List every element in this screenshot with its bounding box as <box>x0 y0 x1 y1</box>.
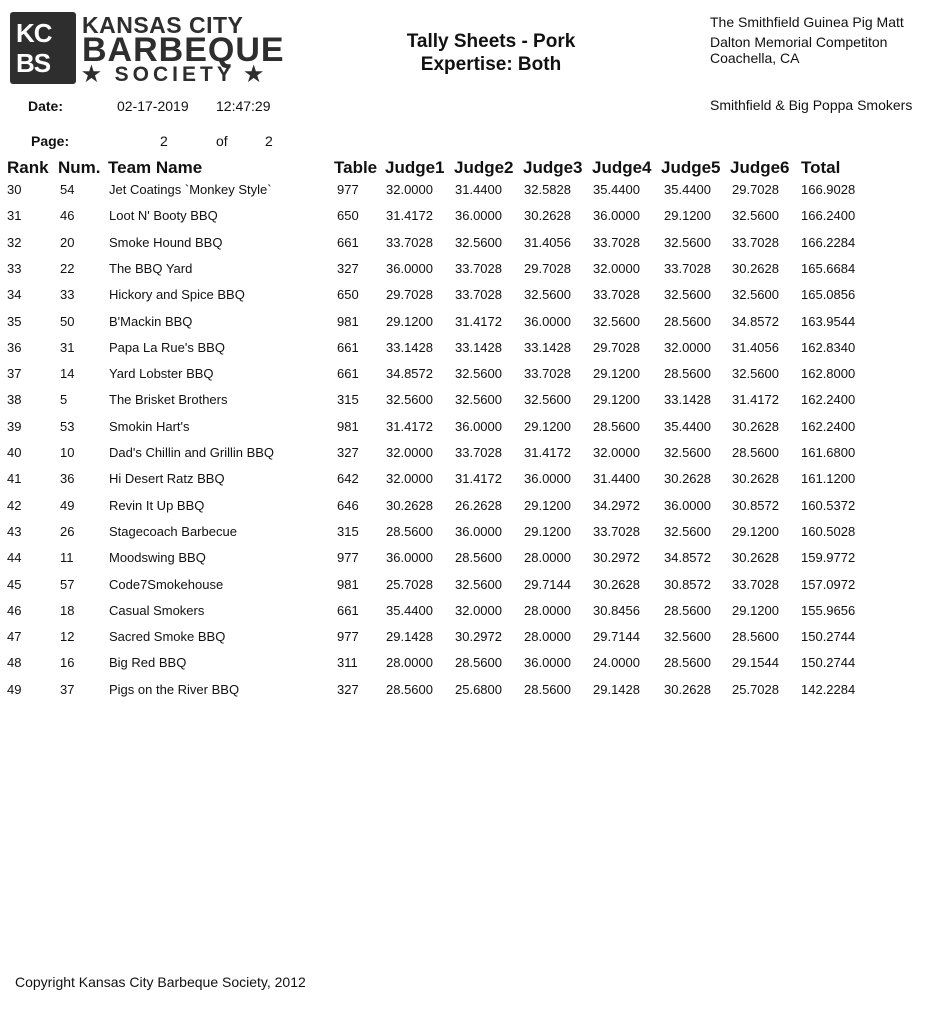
judge5-score-cell: 33.1428 <box>664 392 711 408</box>
copyright-footer: Copyright Kansas City Barbeque Society, 2012 <box>15 974 306 990</box>
team-number-cell: 50 <box>60 313 75 329</box>
judge3-score-cell: 36.0000 <box>524 655 571 671</box>
team-name-cell: Code7Smokehouse <box>109 576 224 592</box>
judge2-score-cell: 31.4172 <box>455 471 502 487</box>
judge1-score-cell: 28.5600 <box>386 523 433 539</box>
team-number-cell: 16 <box>60 655 75 671</box>
table-number-cell: 981 <box>337 313 359 329</box>
team-name-cell: Hickory and Spice BBQ <box>109 287 245 303</box>
team-number-cell: 20 <box>60 234 75 250</box>
judge5-score-cell: 32.0000 <box>664 339 711 355</box>
judge2-score-cell: 32.5600 <box>455 392 502 408</box>
page-number: 2 <box>160 133 168 149</box>
team-name-cell: Smoke Hound BBQ <box>109 234 223 250</box>
total-score-cell: 166.2400 <box>801 208 856 224</box>
judge2-score-cell: 33.7028 <box>455 445 502 460</box>
table-row <box>0 419 950 445</box>
team-name-cell: Stagecoach Barbecue <box>109 523 237 539</box>
judge5-score-cell: 32.5600 <box>664 629 711 645</box>
judge4-score-cell: 24.0000 <box>593 655 640 671</box>
judge1-score-cell: 34.8572 <box>386 366 433 382</box>
judge4-score-cell: 33.7028 <box>593 234 640 250</box>
judge4-score-cell: 33.7028 <box>593 523 640 539</box>
judge4-score-cell: 34.2972 <box>593 497 640 513</box>
team-name-cell: The BBQ Yard <box>109 260 193 276</box>
table-row <box>0 629 950 655</box>
table-number-cell: 661 <box>337 366 359 382</box>
monogram-top: KC <box>16 18 52 48</box>
team-number-cell: 18 <box>60 602 75 618</box>
judge6-score-cell: 30.2628 <box>732 418 779 434</box>
team-number-cell: 57 <box>60 576 75 592</box>
team-number-cell: 53 <box>60 418 75 434</box>
rank-cell: 31 <box>7 208 22 224</box>
column-header-judge4: Judge4 <box>592 158 652 177</box>
judge2-score-cell: 28.5600 <box>455 550 502 566</box>
rank-cell: 46 <box>7 602 22 618</box>
judge1-score-cell: 31.4172 <box>386 208 433 224</box>
judge3-score-cell: 36.0000 <box>524 471 571 487</box>
judge3-score-cell: 32.5828 <box>524 182 571 197</box>
total-score-cell: 159.9772 <box>801 550 856 566</box>
judge2-score-cell: 25.6800 <box>455 681 502 697</box>
time-value: 12:47:29 <box>216 98 271 114</box>
total-score-cell: 163.9544 <box>801 313 856 329</box>
date-label: Date: <box>28 98 64 114</box>
judge1-score-cell: 29.1428 <box>386 629 433 645</box>
judge2-score-cell: 31.4400 <box>455 182 502 197</box>
team-name-cell: Moodswing BBQ <box>109 550 206 566</box>
table-row <box>0 655 950 681</box>
judge5-score-cell: 32.5600 <box>664 234 711 250</box>
column-header-rank: Rank <box>7 158 49 177</box>
team-name-cell: Hi Desert Ratz BBQ <box>109 471 225 487</box>
rank-cell: 41 <box>7 471 22 487</box>
judge4-score-cell: 31.4400 <box>593 471 640 487</box>
judge5-score-cell: 32.5600 <box>664 445 711 460</box>
kcbs-monogram <box>10 12 76 84</box>
table-number-cell: 977 <box>337 629 359 645</box>
monogram-bottom: BS <box>16 48 51 78</box>
judge4-score-cell: 29.1200 <box>593 392 640 408</box>
judge1-score-cell: 28.0000 <box>386 655 433 671</box>
team-name-cell: The Brisket Brothers <box>109 392 228 408</box>
team-name-cell: Jet Coatings `Monkey Style` <box>109 182 272 197</box>
judge2-score-cell: 36.0000 <box>455 523 502 539</box>
judge2-score-cell: 31.4172 <box>455 313 502 329</box>
judge4-score-cell: 29.7028 <box>593 339 640 355</box>
total-score-cell: 162.8000 <box>801 366 856 382</box>
table-row <box>0 498 950 524</box>
team-name-cell: Big Red BBQ <box>109 655 187 671</box>
team-number-cell: 37 <box>60 681 75 697</box>
total-score-cell: 150.2744 <box>801 655 856 671</box>
page-subtitle: Expertise: Both <box>420 54 562 75</box>
judge4-score-cell: 33.7028 <box>593 287 640 303</box>
table-row <box>0 577 950 603</box>
rank-cell: 33 <box>7 260 22 276</box>
table-row <box>0 235 950 261</box>
judge3-score-cell: 33.1428 <box>524 339 571 355</box>
table-row <box>0 314 950 340</box>
judge2-score-cell: 32.5600 <box>455 366 502 382</box>
judge5-score-cell: 30.8572 <box>664 576 711 592</box>
table-row <box>0 208 950 234</box>
judge6-score-cell: 32.5600 <box>732 208 779 224</box>
judge3-score-cell: 29.1200 <box>524 523 571 539</box>
table-number-cell: 646 <box>337 497 359 513</box>
judge5-score-cell: 29.1200 <box>664 208 711 224</box>
team-name-cell: Dad's Chillin and Grillin BBQ <box>109 445 275 460</box>
judge4-score-cell: 30.2628 <box>593 576 640 592</box>
total-score-cell: 166.9028 <box>801 182 856 197</box>
judge2-score-cell: 33.7028 <box>455 287 502 303</box>
total-score-cell: 161.1200 <box>801 471 856 487</box>
judge5-score-cell: 30.2628 <box>664 681 711 697</box>
table-number-cell: 650 <box>337 287 359 303</box>
judge6-score-cell: 29.1544 <box>732 655 779 671</box>
rank-cell: 39 <box>7 418 22 434</box>
page-title: Tally Sheets - Pork <box>406 31 576 52</box>
team-name-cell: Yard Lobster BBQ <box>109 366 214 382</box>
team-name-cell: Pigs on the River BBQ <box>109 681 240 697</box>
table-row <box>0 471 950 497</box>
page-label: Page: <box>31 133 70 149</box>
rank-cell: 37 <box>7 366 22 382</box>
column-header-judge6: Judge6 <box>730 158 790 177</box>
judge6-score-cell: 29.7028 <box>732 182 779 197</box>
table-number-cell: 327 <box>337 445 359 460</box>
table-number-cell: 661 <box>337 234 359 250</box>
judge3-score-cell: 33.7028 <box>524 366 571 382</box>
rank-cell: 38 <box>7 392 22 408</box>
team-number-cell: 12 <box>60 629 75 645</box>
page-of-label: of <box>216 133 228 149</box>
logo-line-kansas-city: KANSAS CITY <box>82 12 244 38</box>
total-score-cell: 166.2284 <box>801 234 856 250</box>
table-number-cell: 977 <box>337 550 359 566</box>
judge6-score-cell: 30.2628 <box>732 471 779 487</box>
judge1-score-cell: 32.5600 <box>386 392 433 408</box>
judge1-score-cell: 30.2628 <box>386 497 433 513</box>
judge1-score-cell: 35.4400 <box>386 602 433 618</box>
judge4-score-cell: 29.7144 <box>593 629 640 645</box>
judge3-score-cell: 28.0000 <box>524 550 571 566</box>
rank-cell: 48 <box>7 655 22 671</box>
judge4-score-cell: 30.2972 <box>593 550 640 566</box>
team-number-cell: 46 <box>60 208 75 224</box>
table-number-cell: 327 <box>337 260 359 276</box>
judge3-score-cell: 31.4172 <box>524 445 571 460</box>
judge5-score-cell: 35.4400 <box>664 182 711 197</box>
judge4-score-cell: 29.1428 <box>593 681 640 697</box>
judge5-score-cell: 28.5600 <box>664 313 711 329</box>
judge4-score-cell: 29.1200 <box>593 366 640 382</box>
judge3-score-cell: 30.2628 <box>524 208 571 224</box>
judge3-score-cell: 32.5600 <box>524 392 571 408</box>
table-row <box>0 524 950 550</box>
kcbs-logo <box>10 12 285 86</box>
table-row <box>0 392 950 418</box>
judge5-score-cell: 32.5600 <box>664 287 711 303</box>
judge2-score-cell: 33.7028 <box>455 260 502 276</box>
table-row <box>0 182 950 208</box>
total-score-cell: 160.5372 <box>801 497 856 513</box>
team-name-cell: Loot N' Booty BBQ <box>109 208 218 224</box>
table-number-cell: 650 <box>337 208 359 224</box>
total-score-cell: 160.5028 <box>801 523 856 539</box>
rank-cell: 44 <box>7 550 22 566</box>
judge1-score-cell: 32.0000 <box>386 182 433 197</box>
judge6-score-cell: 29.1200 <box>732 602 779 618</box>
rank-cell: 36 <box>7 339 22 355</box>
judge3-score-cell: 31.4056 <box>524 234 571 250</box>
column-header-judge1: Judge1 <box>385 158 445 177</box>
event-name-line-2: Dalton Memorial Competiton <box>710 34 888 50</box>
judge2-score-cell: 36.0000 <box>455 418 502 434</box>
table-row <box>0 550 950 576</box>
team-number-cell: 26 <box>60 523 75 539</box>
team-number-cell: 31 <box>60 339 75 355</box>
judge1-score-cell: 36.0000 <box>386 260 433 276</box>
judge6-score-cell: 31.4056 <box>732 339 779 355</box>
table-number-cell: 642 <box>337 471 359 487</box>
judge5-score-cell: 36.0000 <box>664 497 711 513</box>
team-name-cell: B'Mackin BBQ <box>109 313 193 329</box>
table-row <box>0 261 950 287</box>
table-number-cell: 661 <box>337 339 359 355</box>
team-name-cell: Revin It Up BBQ <box>109 497 205 513</box>
judge2-score-cell: 28.5600 <box>455 655 502 671</box>
judge1-score-cell: 29.1200 <box>386 313 433 329</box>
event-location: Coachella, CA <box>710 50 800 66</box>
judge4-score-cell: 32.0000 <box>593 445 640 460</box>
table-number-cell: 661 <box>337 602 359 618</box>
table-row <box>0 682 950 708</box>
total-score-cell: 157.0972 <box>801 576 856 592</box>
total-score-cell: 165.6684 <box>801 260 856 276</box>
team-name-cell: Casual Smokers <box>109 602 205 618</box>
judge2-score-cell: 30.2972 <box>455 629 502 645</box>
column-header-table: Table <box>334 158 378 177</box>
team-number-cell: 10 <box>60 445 75 460</box>
judge5-score-cell: 30.2628 <box>664 471 711 487</box>
team-name-cell: Smokin Hart's <box>109 418 190 434</box>
team-number-cell: 14 <box>60 366 75 382</box>
judge2-score-cell: 32.0000 <box>455 602 502 618</box>
table-number-cell: 977 <box>337 182 359 197</box>
column-header-total: Total <box>801 158 841 177</box>
judge6-score-cell: 31.4172 <box>732 392 779 408</box>
table-number-cell: 981 <box>337 576 359 592</box>
table-number-cell: 315 <box>337 523 359 539</box>
team-name-cell: Sacred Smoke BBQ <box>109 629 226 645</box>
rank-cell: 42 <box>7 497 22 513</box>
judge1-score-cell: 36.0000 <box>386 550 433 566</box>
team-number-cell: 33 <box>60 287 75 303</box>
total-score-cell: 161.6800 <box>801 445 856 460</box>
judge2-score-cell: 33.1428 <box>455 339 502 355</box>
table-row <box>0 340 950 366</box>
judge6-score-cell: 33.7028 <box>732 576 779 592</box>
judge1-score-cell: 29.7028 <box>386 287 433 303</box>
judge5-score-cell: 32.5600 <box>664 523 711 539</box>
judge6-score-cell: 32.5600 <box>732 287 779 303</box>
judge1-score-cell: 32.0000 <box>386 445 433 460</box>
judge2-score-cell: 32.5600 <box>455 576 502 592</box>
column-header-judge2: Judge2 <box>454 158 514 177</box>
judge5-score-cell: 28.5600 <box>664 655 711 671</box>
judge5-score-cell: 34.8572 <box>664 550 711 566</box>
judge4-score-cell: 30.8456 <box>593 602 640 618</box>
judge3-score-cell: 28.0000 <box>524 602 571 618</box>
logo-line-barbeque: BARBEQUE <box>82 31 285 69</box>
rank-cell: 34 <box>7 287 22 303</box>
column-header-team-name: Team Name <box>108 158 203 177</box>
judge2-score-cell: 26.2628 <box>455 497 502 513</box>
team-number-cell: 22 <box>60 260 75 276</box>
judge6-score-cell: 30.2628 <box>732 550 779 566</box>
team-number-cell: 11 <box>60 550 74 566</box>
judge3-score-cell: 32.5600 <box>524 287 571 303</box>
judge6-score-cell: 30.8572 <box>732 497 779 513</box>
table-number-cell: 311 <box>337 655 358 671</box>
judge6-score-cell: 34.8572 <box>732 313 779 329</box>
judge5-score-cell: 35.4400 <box>664 418 711 434</box>
judge6-score-cell: 30.2628 <box>732 260 779 276</box>
rank-cell: 30 <box>7 182 22 197</box>
judge3-score-cell: 29.1200 <box>524 497 571 513</box>
event-sponsor: Smithfield & Big Poppa Smokers <box>710 97 913 113</box>
logo-line-society: ★ SOCIETY ★ <box>82 63 268 86</box>
judge1-score-cell: 25.7028 <box>386 576 433 592</box>
column-header-judge3: Judge3 <box>523 158 583 177</box>
total-score-cell: 162.2400 <box>801 418 856 434</box>
judge3-score-cell: 28.0000 <box>524 629 571 645</box>
judge1-score-cell: 31.4172 <box>386 418 433 434</box>
judge1-score-cell: 33.1428 <box>386 339 433 355</box>
table-row <box>0 603 950 629</box>
table-row <box>0 366 950 392</box>
team-number-cell: 36 <box>60 471 75 487</box>
total-score-cell: 155.9656 <box>801 602 856 618</box>
judge6-score-cell: 32.5600 <box>732 366 779 382</box>
rank-cell: 45 <box>7 576 22 592</box>
rank-cell: 32 <box>7 234 22 250</box>
judge4-score-cell: 36.0000 <box>593 208 640 224</box>
table-number-cell: 327 <box>337 681 359 697</box>
judge4-score-cell: 32.5600 <box>593 313 640 329</box>
judge6-score-cell: 29.1200 <box>732 523 779 539</box>
judge5-score-cell: 28.5600 <box>664 366 711 382</box>
judge1-score-cell: 32.0000 <box>386 471 433 487</box>
team-number-cell: 5 <box>60 392 68 408</box>
judge3-score-cell: 29.7144 <box>524 576 571 592</box>
event-name-line-1: The Smithfield Guinea Pig Matt <box>710 14 904 30</box>
judge3-score-cell: 29.1200 <box>524 418 571 434</box>
page-total: 2 <box>265 133 273 149</box>
judge6-score-cell: 28.5600 <box>732 445 779 460</box>
total-score-cell: 162.2400 <box>801 392 856 408</box>
rank-cell: 40 <box>7 445 22 460</box>
judge1-score-cell: 28.5600 <box>386 681 433 697</box>
table-number-cell: 981 <box>337 418 359 434</box>
judge5-score-cell: 33.7028 <box>664 260 711 276</box>
judge4-score-cell: 28.5600 <box>593 418 640 434</box>
table-row <box>0 287 950 313</box>
date-value: 02-17-2019 <box>117 98 189 114</box>
judge1-score-cell: 33.7028 <box>386 234 433 250</box>
column-header-judge5: Judge5 <box>661 158 721 177</box>
judge5-score-cell: 28.5600 <box>664 602 711 618</box>
judge2-score-cell: 36.0000 <box>455 208 502 224</box>
rank-cell: 35 <box>7 313 22 329</box>
total-score-cell: 142.2284 <box>801 681 856 697</box>
rank-cell: 43 <box>7 523 22 539</box>
table-number-cell: 315 <box>337 392 359 408</box>
judge6-score-cell: 25.7028 <box>732 681 779 697</box>
judge6-score-cell: 28.5600 <box>732 629 779 645</box>
team-name-cell: Papa La Rue's BBQ <box>109 339 225 355</box>
total-score-cell: 150.2744 <box>801 629 856 645</box>
table-row <box>0 445 950 471</box>
team-number-cell: 49 <box>60 497 75 513</box>
judge3-score-cell: 29.7028 <box>524 260 571 276</box>
total-score-cell: 165.0856 <box>801 287 856 303</box>
judge6-score-cell: 33.7028 <box>732 234 779 250</box>
judge2-score-cell: 32.5600 <box>455 234 502 250</box>
team-number-cell: 54 <box>60 182 75 197</box>
column-header-num: Num. <box>58 158 101 177</box>
rank-cell: 47 <box>7 629 22 645</box>
rank-cell: 49 <box>7 681 22 697</box>
judge4-score-cell: 32.0000 <box>593 260 640 276</box>
judge3-score-cell: 36.0000 <box>524 313 571 329</box>
judge4-score-cell: 35.4400 <box>593 182 640 197</box>
judge3-score-cell: 28.5600 <box>524 681 571 697</box>
total-score-cell: 162.8340 <box>801 339 856 355</box>
